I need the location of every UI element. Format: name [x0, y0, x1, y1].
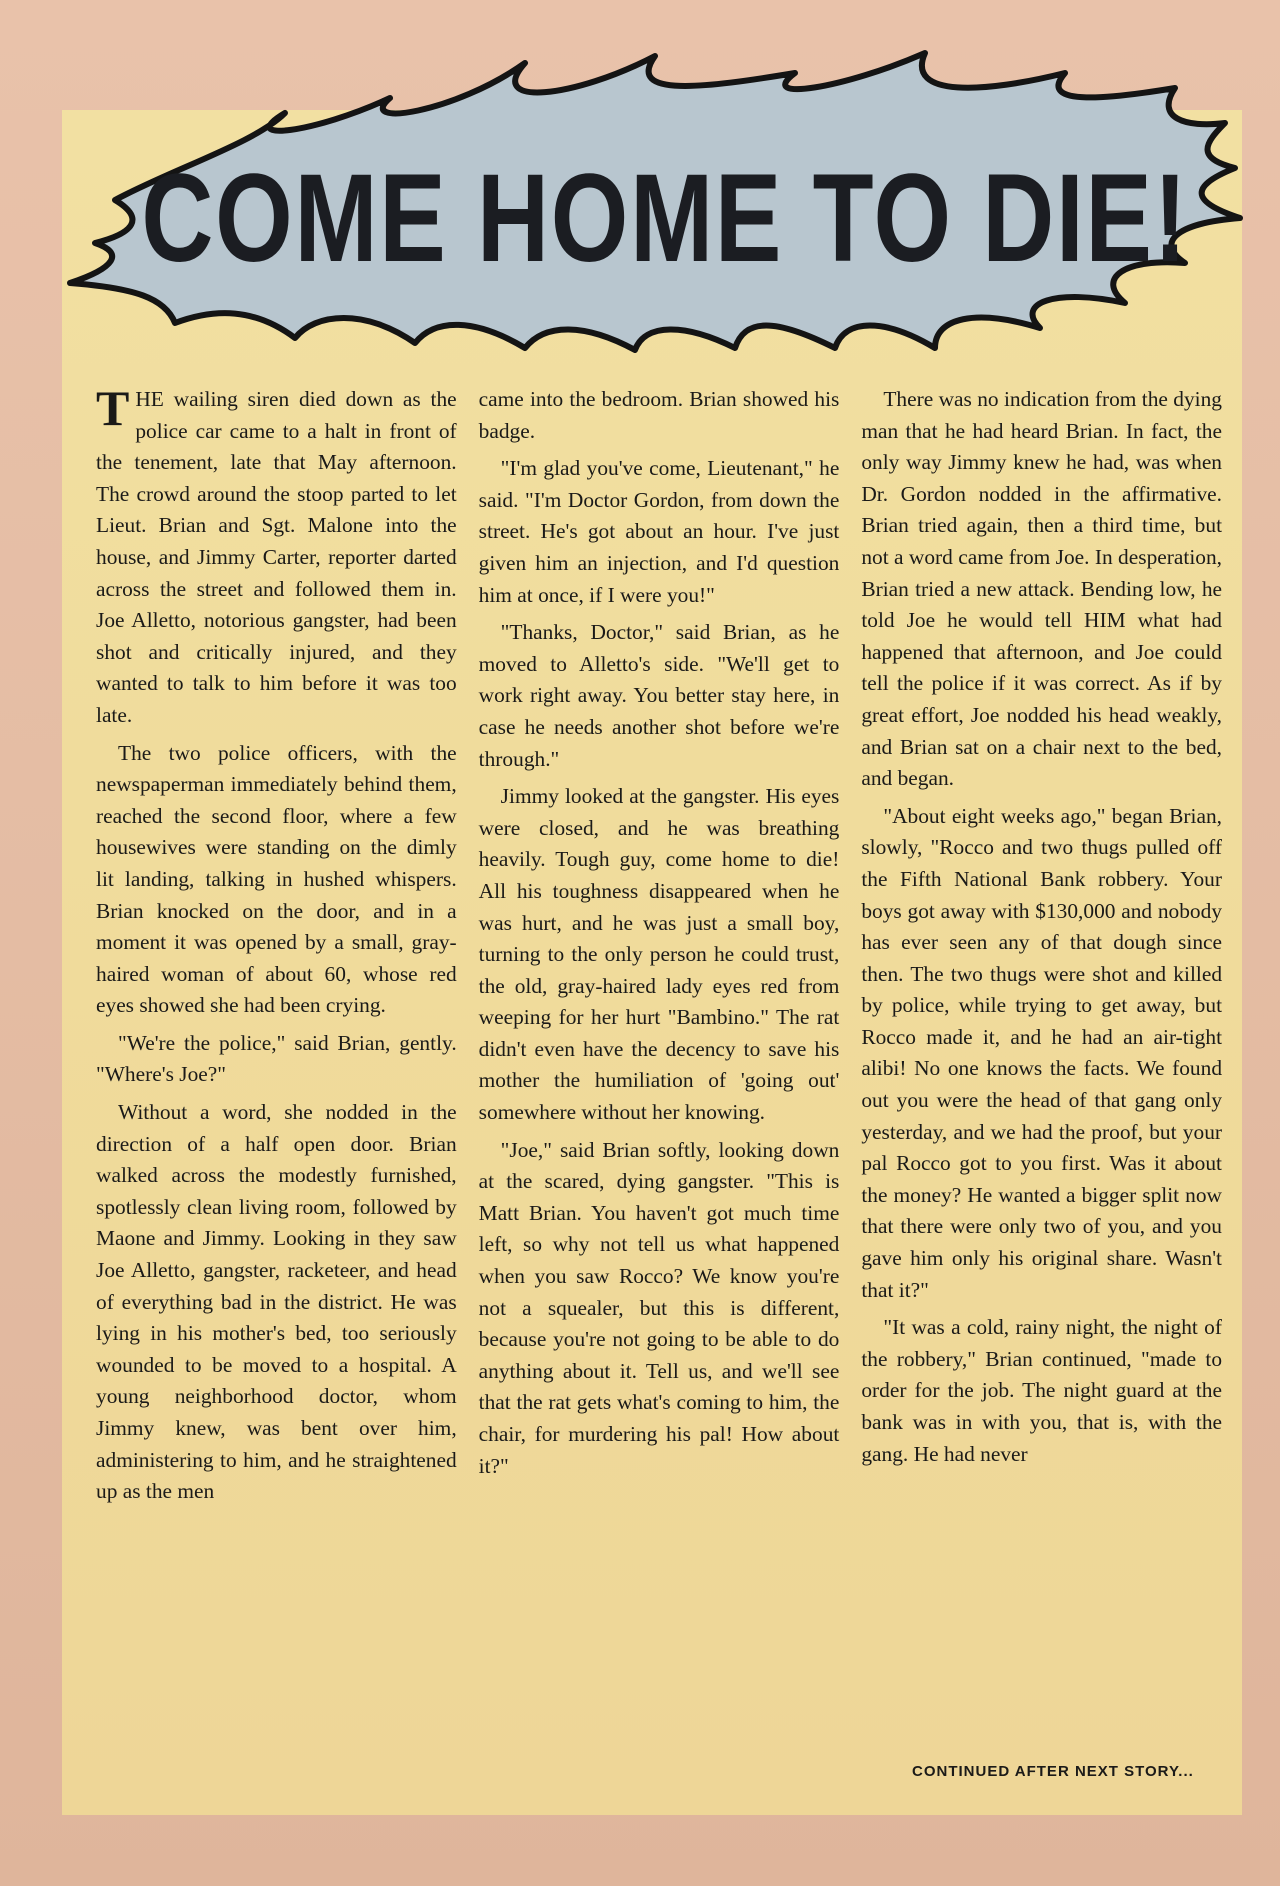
text-column-1 [96, 380, 457, 1764]
text-column-3 [861, 384, 1222, 1764]
paragraph: "I'm glad you've come, Lieutenant," he said. "I'm Doctor Gordon, from down the street. He's got about an hour. I've just given him an injection, and I'd question him at once, if I were you!" [478, 456, 840, 607]
drop-cap: T [96, 380, 130, 436]
paragraph: THE wailing siren died down as the police car came to a halt in front of the tenement, late that May afternoon. The crowd around the stoop parted to let Lieut. Brian and Sgt. Malone into the house, and Jimmy Carter, reporter darted across the street and followed them in. Joe Alletto, notorious gangster, had been shot and critically injured, and they wanted to talk to him before it was too late. [96, 380, 457, 727]
paragraph: "Thanks, Doctor," said Brian, as he moved to Alletto's side. "We'll get to work right away. You better stay here, in case he needs another shot before we're through." [478, 620, 840, 771]
text-column-2 [479, 384, 840, 1764]
continued-notice: CONTINUED AFTER NEXT STORY... [912, 1763, 1194, 1780]
paragraph: "It was a cold, rainy night, the night of the robbery," Brian continued, "made to order for the job. The night guard at the bank was in with you, that is, with the gang. He had never [861, 1315, 1223, 1466]
title-banner [55, 18, 1275, 383]
paragraph: Jimmy looked at the gangster. His eyes were closed, and he was breathing heavily. Tough guy, come home to die! All his toughness disappeared when he was hurt, and he was just a small boy, turning to the only person he could trust, the old, gray-haired lady eyes red from weeping for her hurt "Bambino." The rat didn't even have the decency to save his mother the humiliation of 'going out' somewhere without her knowing. [478, 784, 840, 1125]
paragraph: "Joe," said Brian softly, looking down at the scared, dying gangster. "This is Matt Brian. You haven't got much time left, so why not tell us what happened when you saw Rocco? We know you're not a squealer, but this is different, because you're not going to be able to do anything about it. Tell us, and we'll see that the rat gets what's coming to him, the chair, for murdering his pal! How about it?" [478, 1137, 840, 1478]
paragraph: "We're the police," said Brian, gently. "Where's Joe?" [96, 1030, 457, 1087]
story-text [96, 380, 1223, 1764]
paragraph: There was no indication from the dying man that he had heard Brian. In fact, the only way Jimmy knew he had, was when Dr. Gordon nodded in the affirmative. Brian tried again, then a third time, but not a word came from Joe. In desperation, Brian tried a new attack. Bending low, he told Joe he would tell HIM what had happened that afternoon, and Joe could tell the police if it was correct. As if by great effort, Joe nodded his head weakly, and Brian sat on a chair next to the bed, and began. [861, 387, 1223, 791]
paragraph: came into the bedroom. Brian showed his badge. [478, 387, 840, 443]
paragraph: "About eight weeks ago," began Brian, slowly, "Rocco and two thugs pulled off the Fifth National Bank robbery. Your boys got away with $130,000 and nobody has ever seen any of that dough since then. The two thugs were shot and killed by police, while trying to get away, but Rocco made it, and he had an air-tight alibi! No one knows the facts. We found out you were the head of that gang only yesterday, and we had the proof, but your pal Rocco got to you first. Was it about the money? He wanted a bigger split now that there were only two of you, and you gave him only his original share. Wasn't that it?" [861, 803, 1223, 1302]
story-title: COME HOME TO DIE! [141, 147, 1189, 289]
paragraph: The two police officers, with the newspaperman immediately behind them, reached the second floor, where a few housewives were standing on the dimly lit landing, talking in hushed whispers. Brian knocked on the door, and in a moment it was opened by a small, gray-haired woman of about 60, whose red eyes showed she had been crying. [96, 740, 457, 1018]
paragraph: Without a word, she nodded in the direction of a half open door. Brian walked across the modestly furnished, spotlessly clean living room, followed by Maone and Jimmy. Looking in they saw Joe Alletto, gangster, racketeer, and head of everything bad in the district. He was lying in his mother's bed, too seriously wounded to be moved to a hospital. A young neighborhood doctor, whom Jimmy knew, was bent over him, administering to him, and he straightened up as the men [96, 1100, 457, 1504]
